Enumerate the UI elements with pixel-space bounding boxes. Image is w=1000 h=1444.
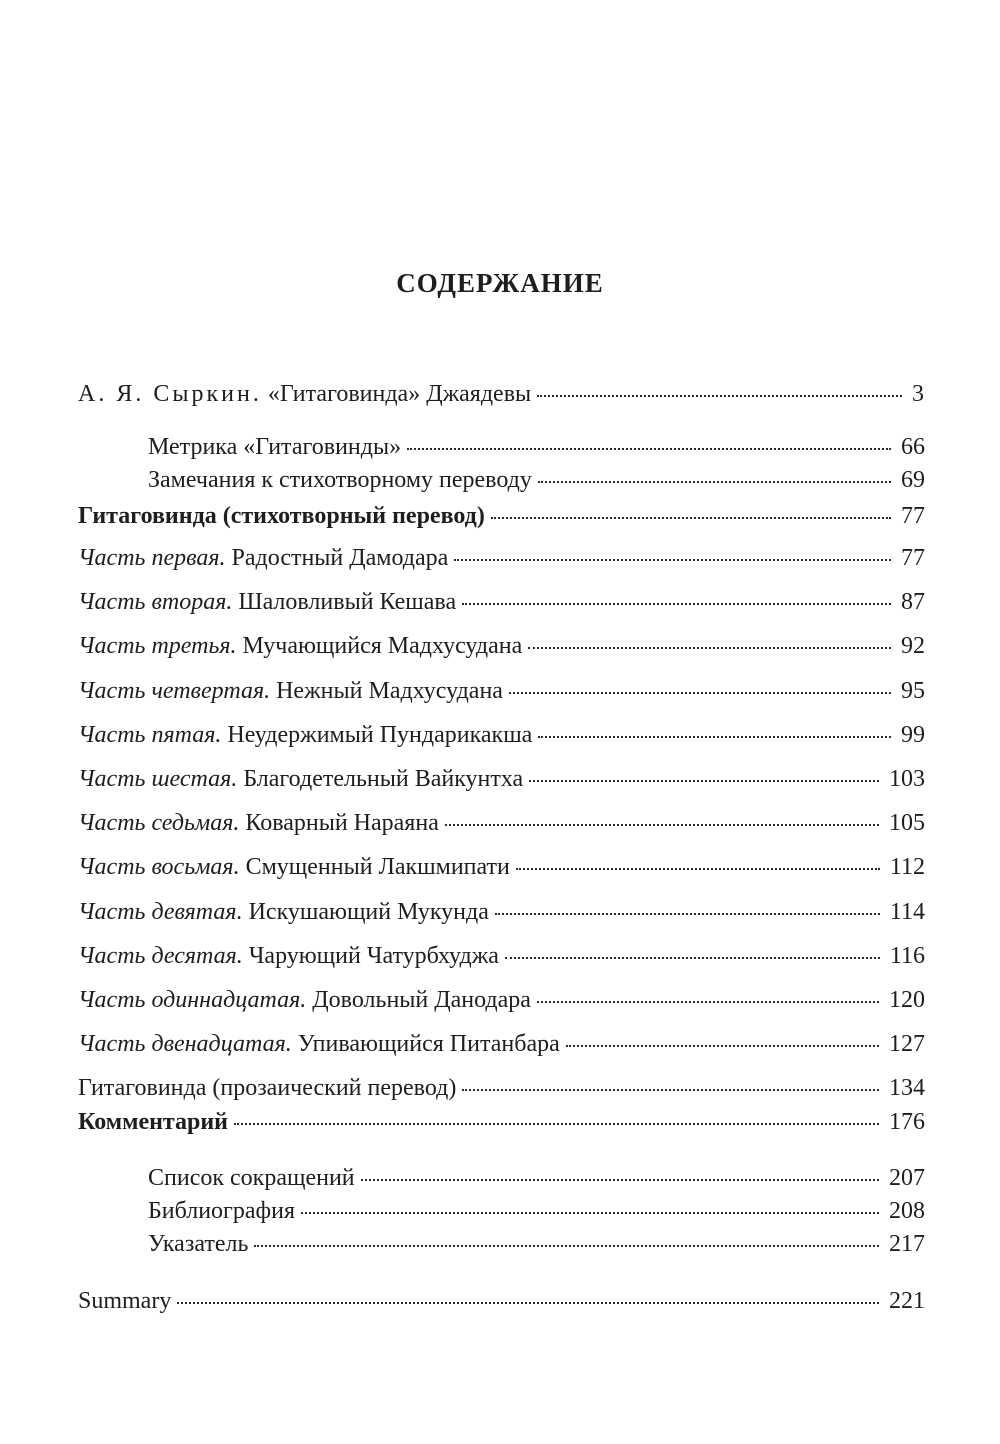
- page-number: 3: [912, 381, 924, 407]
- toc-entry-text: Часть шестая. Благодетельный Вайкунтха: [78, 766, 524, 792]
- dot-leader: [537, 1001, 879, 1003]
- toc-entry-text: Список сокращений: [148, 1165, 355, 1191]
- toc-entry-part-10[interactable]: [78, 941, 925, 971]
- dot-leader: [566, 1045, 879, 1047]
- toc-entry-text: Метрика «Гитаговинды»: [148, 434, 402, 460]
- toc-entry-text: Комментарий: [78, 1109, 229, 1135]
- toc-entry-prose-translation[interactable]: [78, 1073, 925, 1103]
- part-label: Часть вторая.: [78, 589, 233, 615]
- toc-entry-part-6[interactable]: [78, 764, 925, 794]
- page-number: 103: [889, 766, 925, 792]
- page-number: 127: [889, 1031, 925, 1057]
- toc-entry-part-2[interactable]: [78, 587, 925, 617]
- toc-entry-bibliography[interactable]: [148, 1196, 925, 1226]
- toc-entry-summary[interactable]: [78, 1286, 925, 1316]
- toc-entry-index[interactable]: [148, 1229, 925, 1259]
- toc-entry-text: Summary: [78, 1288, 172, 1314]
- page-number: 217: [889, 1231, 925, 1257]
- toc-entry-part-5[interactable]: [78, 720, 925, 750]
- toc-entry-text: Гитаговинда (стихотворный перевод): [78, 503, 485, 529]
- toc-entry-part-1[interactable]: [78, 543, 925, 573]
- dot-leader: [254, 1245, 879, 1247]
- dot-leader: [509, 692, 891, 694]
- toc-entry-part-4[interactable]: [78, 676, 925, 706]
- page-number: 95: [901, 678, 925, 704]
- page-number: 208: [889, 1198, 925, 1224]
- page-number: 99: [901, 722, 925, 748]
- dot-leader: [454, 559, 891, 561]
- toc-entry-text: Гитаговинда (прозаический перевод): [78, 1075, 457, 1101]
- part-label: Часть пятая.: [78, 722, 222, 748]
- toc-entry-text: Библиография: [148, 1198, 295, 1224]
- toc-entry-verse-translation[interactable]: [78, 501, 925, 531]
- page-number: 176: [889, 1109, 925, 1135]
- dot-leader: [505, 957, 880, 959]
- dot-leader: [301, 1212, 879, 1214]
- toc-entry-part-7[interactable]: [78, 808, 925, 838]
- page-number: 66: [901, 434, 925, 460]
- toc-entry-text: Часть вторая. Шаловливый Кешава: [78, 589, 457, 615]
- page-number: 120: [889, 987, 925, 1013]
- dot-leader: [516, 868, 880, 870]
- toc-entry-abbreviations[interactable]: [148, 1163, 925, 1193]
- dot-leader: [177, 1302, 879, 1304]
- dot-leader: [538, 481, 891, 483]
- toc-entry-part-8[interactable]: [78, 852, 925, 882]
- toc-entry-text: Часть четвертая. Нежный Мадхусудана: [78, 678, 503, 704]
- toc-entry-text: Часть восьмая. Смущенный Лакшмипати: [78, 854, 510, 880]
- page-number: 92: [901, 633, 925, 659]
- page-number: 114: [889, 899, 925, 925]
- part-label: Часть девятая.: [78, 899, 243, 925]
- toc-entry-text: А. Я. Сыркин. «Гитаговинда» Джаядевы: [78, 381, 532, 407]
- part-label: Часть седьмая.: [78, 810, 240, 836]
- dot-leader: [462, 1089, 879, 1091]
- part-label: Часть двенадцатая.: [78, 1031, 292, 1057]
- dot-leader: [528, 647, 891, 649]
- dot-leader: [407, 448, 891, 450]
- page-number: 105: [889, 810, 925, 836]
- toc-entry-part-3[interactable]: [78, 631, 925, 661]
- page-number: 77: [901, 545, 925, 571]
- page-number: 207: [889, 1165, 925, 1191]
- page-number: 69: [901, 467, 925, 493]
- toc-entry-part-11[interactable]: [78, 985, 925, 1015]
- page-number: 134: [889, 1075, 925, 1101]
- part-label: Часть одиннадцатая.: [78, 987, 307, 1013]
- toc-entry-text: Часть первая. Радостный Дамодара: [78, 545, 449, 571]
- toc-entry-part-9[interactable]: [78, 897, 925, 927]
- toc-entry-metrics[interactable]: [148, 432, 925, 462]
- toc-entry-text: Часть двенадцатая. Упивающийся Питанбара: [78, 1031, 560, 1057]
- dot-leader: [462, 603, 891, 605]
- dot-leader: [495, 913, 880, 915]
- page-number: 77: [901, 503, 925, 529]
- toc-entry-text: Часть третья. Мучающийся Мадхусудана: [78, 633, 523, 659]
- toc-entry-text: Часть седьмая. Коварный Нараяна: [78, 810, 439, 836]
- page-number: 221: [889, 1288, 925, 1314]
- toc-entry-text: Замечания к стихотворному переводу: [148, 467, 532, 493]
- toc-entry-text: Указатель: [148, 1231, 249, 1257]
- toc-entry-commentary[interactable]: [78, 1107, 925, 1137]
- dot-leader: [538, 736, 891, 738]
- part-label: Часть третья.: [78, 633, 237, 659]
- toc-entry-text: Часть девятая. Искушающий Мукунда: [78, 899, 489, 925]
- part-label: Часть первая.: [78, 545, 226, 571]
- toc-entry-text: Часть десятая. Чарующий Чатурбхуджа: [78, 943, 499, 969]
- dot-leader: [445, 824, 879, 826]
- part-label: Часть шестая.: [78, 766, 238, 792]
- dot-leader: [529, 780, 879, 782]
- page-number: 87: [901, 589, 925, 615]
- toc-entry-text: Часть одиннадцатая. Довольный Данодара: [78, 987, 531, 1013]
- page-number: 116: [889, 943, 925, 969]
- toc-entry-translation-notes[interactable]: [148, 465, 925, 495]
- toc-entry-text: Часть пятая. Неудержимый Пундарикакша: [78, 722, 533, 748]
- part-label: Часть четвертая.: [78, 678, 271, 704]
- toc-entry-introduction[interactable]: [78, 379, 924, 409]
- author-name: А. Я. Сыркин.: [78, 381, 262, 407]
- page-title: СОДЕРЖАНИЕ: [396, 268, 604, 298]
- dot-leader: [491, 517, 891, 519]
- dot-leader: [361, 1179, 879, 1181]
- dot-leader: [537, 395, 902, 397]
- part-label: Часть десятая.: [78, 943, 243, 969]
- page-number: 112: [889, 854, 925, 880]
- toc-entry-part-12[interactable]: [78, 1029, 925, 1059]
- part-label: Часть восьмая.: [78, 854, 240, 880]
- dot-leader: [234, 1123, 879, 1125]
